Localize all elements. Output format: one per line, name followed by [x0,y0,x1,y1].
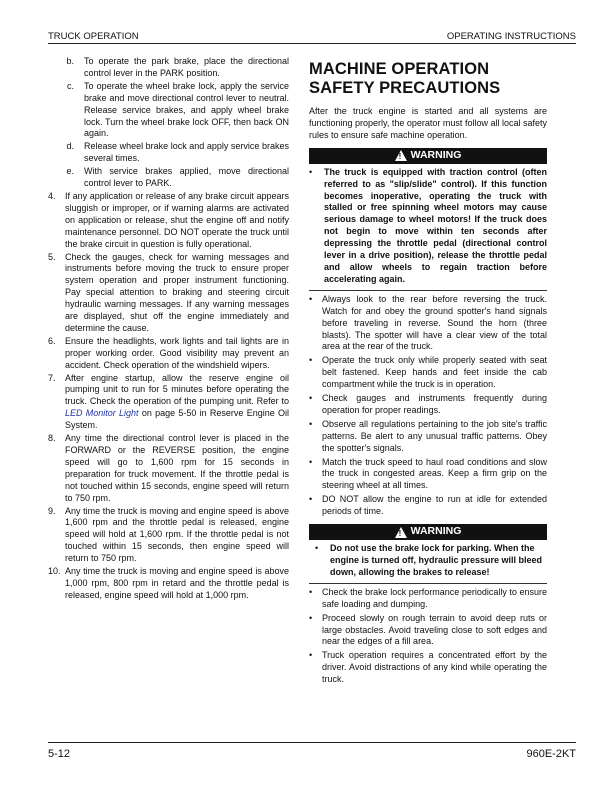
sub-step-label: b. [66,56,74,66]
precaution-item [309,613,547,649]
section-title [309,60,547,98]
precaution-text: Always look to the rear before reversing the truck. Watch for and obey the ground spotter's hand signals before traveling in reverse. Sound the horn (three blasts). The spotter will have a clear view of the total area at the rear of the truck. [322,293,547,352]
numbered-step-item [48,252,289,335]
exclamation-glyph: ! [398,528,402,538]
numbered-step-item [48,373,289,433]
sub-step-item [48,81,289,141]
step-text: Any time the directional control lever is placed in the FORWARD or the REVERSE position, the engine speed will go to 1,600 rpm for 15 seconds in preparation for truck movement. If the throttle pedal is not touched within 15 seconds, engine speed will return to 750 rpm. [65,433,289,503]
sub-step-item [48,141,289,165]
bullet-glyph: • [309,586,313,597]
numbered-step-item [48,191,289,251]
step-number: 5. [48,251,56,262]
precaution-item [309,355,547,391]
footer-divider [48,742,576,743]
precaution-item [309,294,547,354]
precautions-list-2 [309,587,547,686]
bullet-glyph: • [315,543,319,554]
numbered-step-item [48,506,289,566]
sub-step-text: To operate the wheel brake lock, apply the service brake and move directional control lever to neutral. Release service brakes, and apply wheel brake lock. Turn the wheel brake lock OFF, then back ON again. [84,80,289,139]
step-text-part: on page 5-50 in Reserve Engine Oil System. [65,408,289,431]
header-chapter-title: OPERATING INSTRUCTIONS [446,31,576,42]
step-text-part: After engine startup, allow the reserve engine oil pumping unit to run for 5 minutes before operating the truck. Check the operation of the pumping unit. Refer to [65,372,289,407]
step-number: 9. [48,505,56,516]
bullet-glyph: • [309,456,313,467]
warning-1-item [309,167,547,286]
page-header [48,24,576,42]
bullet-glyph: • [309,293,313,304]
bullet-glyph: • [309,166,313,177]
section-title-line-2: SAFETY PRECAUTIONS [309,79,501,97]
bullet-glyph: • [309,418,313,429]
warning-banner-2 [309,524,547,540]
warning-2-divider [309,583,547,584]
precaution-text: Truck operation requires a concentrated effort by the driver. Avoid distractions of any kind while operating the truck. [322,650,547,685]
precaution-text: Match the truck speed to haul road conditions and slow the truck in congested areas. Keep a firm grip on the steering wheel at all times. [322,456,547,491]
header-section-title: TRUCK OPERATION [48,31,139,42]
precaution-item [309,393,547,417]
precaution-text: Operate the truck only while properly seated with seat belt fastened. Keep hands and feet inside the cab compartment while the truck is in operation. [322,355,547,390]
model-number: 960E-2KT [526,748,576,760]
warning-2-item [309,543,547,579]
sub-step-label: d. [66,141,74,152]
section-title-line-1: MACHINE OPERATION [309,60,490,78]
warning-banner-1 [309,148,547,164]
precaution-item [309,419,547,455]
bullet-glyph: • [309,355,313,366]
sub-step-label: e. [66,166,74,177]
step-number: 4. [48,190,56,201]
precaution-text: Observe all regulations pertaining to the job site's traffic patterns. Be alert to any unusual traffic patterns. Obey the spotter's signals. [322,418,547,453]
precaution-text: Check the brake lock performance periodically to ensure safe loading and dumping. [322,586,547,609]
warning-label: WARNING [410,525,462,538]
warning-triangle-icon [395,527,407,538]
step-text: Any time the truck is moving and engine speed is above 1,000 rpm, 800 rpm in retard and the throttle pedal is released, engine speed will hold at 1,000 rpm. [65,566,289,600]
warning-triangle-icon [395,150,407,161]
warning-2-text: Do not use the brake lock for parking. When the engine is turned off, hydraulic pressure will bleed down, allowing the brakes to release! [330,543,543,577]
right-column [309,60,547,686]
step-number: 7. [48,372,56,383]
warning-1-divider [309,290,547,291]
header-divider [48,43,576,44]
step-text: Check the gauges, check for warning messages and instruments before moving the truck to ensure proper system operation and proper instrument functioning. Pay special attention to braking and steering circuit hydraulic warning messages. If any warning messages are displayed, shut off the engine immediately and determine the cause. [65,251,289,333]
step-number: 6. [48,335,56,346]
warning-1-text: The truck is equipped with traction control (often referred to as "slip/slide" control). If this function becomes inoperative, operating the truck with stalled or free spinning wheel motors may cause serious damage to wheel motors! If the truck does not begin to move within ten seconds after depressing the throttle pedal (directional control lever in a drive position), release the throttle pedal and allow wheels to regain traction before accelerating again. [324,166,547,284]
step-text: If any application or release of any brake circuit appears sluggish or improper, or if warning alarms are activated on application or release, shut the engine off and notify maintenance personnel. DO NOT operate the truck until the brake circuit in question is fully operational. [65,190,289,249]
warning-label: WARNING [410,148,462,161]
page-footer [48,748,576,760]
sub-step-item [48,166,289,190]
left-column [48,56,289,603]
precaution-item [309,494,547,518]
precaution-text: Check gauges and instruments frequently during operation for proper readings. [322,393,547,415]
numbered-step-item [48,336,289,372]
precaution-text: DO NOT allow the engine to run at idle for extended periods of time. [322,494,547,517]
precaution-item [309,587,547,611]
step-text [65,373,289,433]
sub-step-text: To operate the park brake, place the directional control lever in the PARK position. [84,56,289,78]
page-number: 5-12 [48,748,71,760]
precaution-item [309,457,547,493]
step-text: Any time the truck is moving and engine speed is above 1,600 rpm and the throttle pedal is released, engine speed will hold at 1,600 rpm. If the throttle pedal is not touched within 15 seconds, then engine speed will return to 750 rpm. [65,505,289,564]
sub-step-item [48,56,289,80]
intro-paragraph: After the truck engine is started and all systems are functioning properly, the operator must follow all local safety rules to ensure safe machine operation. [309,106,547,140]
numbered-step-item [48,566,289,602]
sub-step-label: c. [66,80,74,91]
precaution-text: Proceed slowly on rough terrain to avoid deep ruts or large obstacles. Avoid traveling close to soft edges and near the edges of a fill area. [322,612,547,647]
cross-reference-link[interactable]: LED Monitor Light [65,408,139,419]
step-number: 10. [48,566,61,577]
bullet-glyph: • [309,650,313,661]
step-text: Ensure the headlights, work lights and tail lights are in proper working order. Good visibility may prevent an accident. Check operation of the windshield wipers. [65,335,289,370]
sub-step-text: With service brakes applied, move directional control lever to PARK. [84,166,289,189]
bullet-glyph: • [309,612,313,623]
sub-step-text: Release wheel brake lock and apply service brakes several times. [84,141,289,164]
numbered-step-item [48,433,289,504]
precautions-list-1 [309,294,547,518]
bullet-glyph: • [309,393,313,404]
bullet-glyph: • [309,494,313,505]
exclamation-glyph: ! [398,152,402,162]
step-number: 8. [48,433,56,444]
precaution-item [309,650,547,686]
